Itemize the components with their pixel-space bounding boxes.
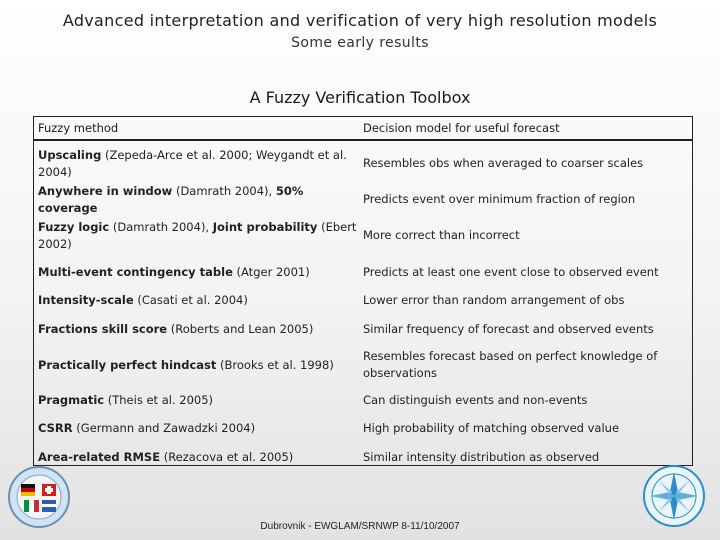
decision-cell: More correct than incorrect bbox=[363, 228, 520, 242]
method-cell bbox=[34, 321, 363, 338]
decision-cell: Lower error than random arrangement of obs bbox=[363, 293, 625, 307]
decision-cell: Similar intensity distribution as observed bbox=[363, 449, 600, 464]
table-row bbox=[34, 315, 692, 343]
table-row bbox=[34, 387, 692, 414]
method-reference-secondary: (Ebert 2002) bbox=[38, 219, 357, 251]
method-reference: (Damrath 2004), bbox=[109, 219, 213, 234]
fuzzy-verification-table bbox=[33, 116, 693, 466]
compass-rose-icon bbox=[640, 462, 708, 530]
method-reference: (Casati et al. 2004) bbox=[133, 293, 248, 307]
table-row bbox=[34, 213, 692, 258]
method-cell bbox=[34, 357, 363, 374]
method-reference: (Rezacova et al. 2005) bbox=[160, 449, 294, 464]
header-decision-model: Decision model for useful forecast bbox=[363, 120, 560, 135]
table-row bbox=[34, 183, 692, 215]
method-cell bbox=[34, 420, 363, 437]
table-row bbox=[34, 343, 692, 387]
decision-cell: Resembles obs when averaged to coarser scales bbox=[363, 156, 644, 170]
table-header-row bbox=[34, 117, 692, 141]
slide-title: Advanced interpretation and verification of very high resolution models bbox=[62, 11, 658, 30]
method-cell bbox=[34, 264, 363, 281]
decision-cell: Predicts event over minimum fraction of region bbox=[363, 192, 636, 206]
method-reference: (Theis et al. 2005) bbox=[104, 393, 214, 407]
footer: Dubrovnik - EWGLAM/SRNWP 8-11/10/2007 bbox=[260, 521, 460, 532]
method-name: Anywhere in window bbox=[38, 183, 173, 198]
decision-cell: High probability of matching observed value bbox=[363, 421, 620, 435]
method-reference: (Atger 2001) bbox=[232, 264, 310, 279]
method-reference: (Germann and Zawadzki 2004) bbox=[72, 421, 256, 435]
slide-subtitle: Some early results bbox=[291, 35, 429, 51]
method-name: Multi-event contingency table bbox=[38, 264, 233, 279]
method-reference: (Roberts and Lean 2005) bbox=[167, 321, 314, 336]
method-name: CSRR bbox=[38, 421, 73, 435]
method-cell bbox=[34, 219, 363, 253]
decision-cell: Can distinguish events and non-events bbox=[363, 393, 588, 407]
decision-cell: Similar frequency of forecast and observed events bbox=[363, 321, 654, 336]
method-name: Fractions skill score bbox=[38, 321, 168, 336]
decision-cell: Predicts at least one event close to observed event bbox=[363, 264, 659, 279]
method-name: Fuzzy logic bbox=[38, 219, 110, 234]
table-title: A Fuzzy Verification Toolbox bbox=[249, 88, 471, 107]
method-cell bbox=[34, 392, 363, 409]
method-reference: (Brooks et al. 1998) bbox=[216, 357, 334, 372]
method-name-secondary: 50% coverage bbox=[38, 183, 304, 215]
method-name: Pragmatic bbox=[38, 393, 105, 407]
decision-cell: Resembles forecast based on perfect knowledge of observations bbox=[363, 349, 658, 380]
method-cell bbox=[34, 449, 363, 466]
method-cell bbox=[34, 183, 363, 217]
method-reference: (Damrath 2004), bbox=[172, 183, 276, 198]
method-name-secondary: Joint probability bbox=[212, 219, 318, 234]
table-row bbox=[34, 443, 692, 471]
method-cell bbox=[34, 292, 363, 309]
table-row bbox=[34, 258, 692, 286]
method-cell bbox=[34, 147, 363, 181]
table-row bbox=[34, 286, 692, 315]
method-name: Upscaling bbox=[38, 147, 102, 162]
header-fuzzy-method: Fuzzy method bbox=[38, 120, 119, 135]
table-row bbox=[34, 414, 692, 443]
method-reference: (Zepeda-Arce et al. 2000; Weygandt et al. 2004) bbox=[38, 147, 347, 179]
method-name: Area-related RMSE bbox=[38, 449, 161, 464]
method-name: Intensity-scale bbox=[38, 293, 134, 307]
table-row bbox=[34, 141, 692, 186]
method-name: Practically perfect hindcast bbox=[38, 357, 217, 372]
